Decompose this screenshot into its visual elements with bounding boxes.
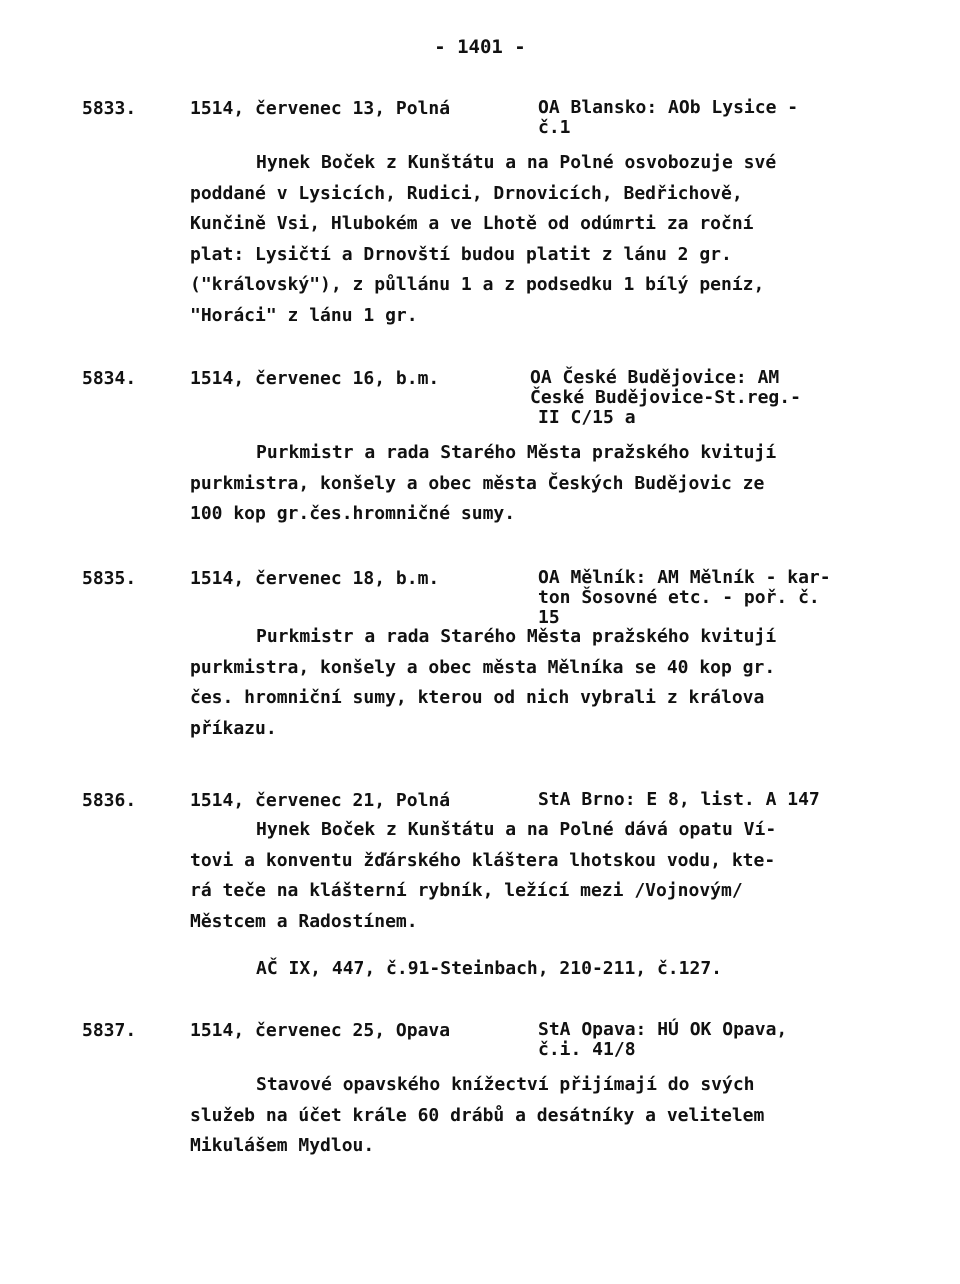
source-line: StA Opava: HÚ OK Opava, — [538, 1019, 788, 1040]
source-line: 15 — [538, 607, 560, 628]
source-line: OA Blansko: AOb Lysice - — [538, 97, 799, 118]
source-line: StA Brno: E 8, list. A 147 — [538, 789, 820, 810]
source-line: OA Mělník: AM Mělník - kar- — [538, 567, 831, 588]
entry-source — [538, 568, 878, 628]
entry-number: 5836. — [82, 790, 137, 811]
entry-number: 5834. — [82, 368, 137, 389]
body-line: Kunčině Vsi, Hlubokém a ve Lhotě od odúmrti za roční — [190, 213, 754, 234]
body-line: Městcem a Radostínem. — [190, 910, 418, 932]
body-line: služeb na účet krále 60 drábů a desátníky a velitelem — [190, 1104, 765, 1126]
entry-body — [0, 622, 776, 744]
body-line: čes. hromniční sumy, kterou od nich vybrali z králova — [190, 687, 765, 708]
entry-date: 1514, červenec 25, Opava — [190, 1020, 451, 1041]
entry-body — [0, 1070, 764, 1162]
body-line: Purkmistr a rada Starého Města pražského kvitují — [256, 626, 777, 647]
source-line: ton Šosovné etc. - poř. č. — [538, 587, 820, 608]
body-line: Hynek Boček z Kunštátu a na Polné dává opatu Ví- — [256, 819, 777, 840]
entry-source — [538, 790, 878, 810]
entry-source — [530, 368, 870, 428]
body-line: poddané v Lysicích, Rudici, Drnovicích, Bedřichově, — [190, 182, 743, 204]
entry-number: 5835. — [82, 568, 137, 589]
body-line: tovi a konventu žďárského kláštera lhotskou vodu, kte- — [190, 849, 776, 871]
entry-body — [0, 148, 776, 331]
entry-number: 5837. — [82, 1020, 137, 1041]
body-line: plat: Lysičtí a Drnovští budou platit z lánu 2 gr. — [190, 243, 732, 265]
source-line: OA České Budějovice: AM — [530, 367, 780, 388]
body-line: Purkmistr a rada Starého Města pražského kvitují — [256, 442, 777, 463]
entry-date: 1514, červenec 18, b.m. — [190, 568, 440, 589]
entry-citation: AČ IX, 447, č.91-Steinbach, 210-211, č.127. — [256, 958, 722, 979]
body-line: Stavové opavského knížectví přijímají do svých — [256, 1074, 755, 1095]
entry-body — [0, 438, 776, 530]
body-line: "Horáci" z lánu 1 gr. — [190, 304, 418, 326]
body-line: purkmistra, konšely a obec města Mělníka se 40 kop gr. — [190, 656, 776, 678]
source-line: České Budějovice-St.reg.- — [530, 387, 801, 408]
page-number: - 1401 - — [434, 36, 526, 58]
body-line: Mikulášem Mydlou. — [190, 1135, 375, 1156]
entry-source — [538, 1020, 878, 1060]
body-line: Hynek Boček z Kunštátu a na Polné osvobozuje své — [256, 152, 777, 173]
body-line: rá teče na klášterní rybník, ležící mezi /Vojnovým/ — [190, 880, 743, 901]
source-line: II C/15 a — [538, 407, 636, 428]
entry-source — [538, 98, 878, 138]
entry-number: 5833. — [82, 98, 137, 119]
entry-date: 1514, červenec 21, Polná — [190, 790, 451, 811]
entry-date: 1514, červenec 13, Polná — [190, 98, 451, 119]
body-line: příkazu. — [190, 717, 277, 739]
entry-body — [0, 815, 776, 937]
body-line: 100 kop gr.čes.hromničné sumy. — [190, 503, 516, 524]
entry-date: 1514, červenec 16, b.m. — [190, 368, 440, 389]
body-line: purkmistra, konšely a obec města Českých Budějovic ze — [190, 472, 765, 494]
body-line: ("královský"), z půllánu 1 a z podsedku 1 bílý peníz, — [190, 274, 765, 295]
source-line: č.i. 41/8 — [538, 1039, 636, 1060]
source-line: č.1 — [538, 117, 571, 138]
